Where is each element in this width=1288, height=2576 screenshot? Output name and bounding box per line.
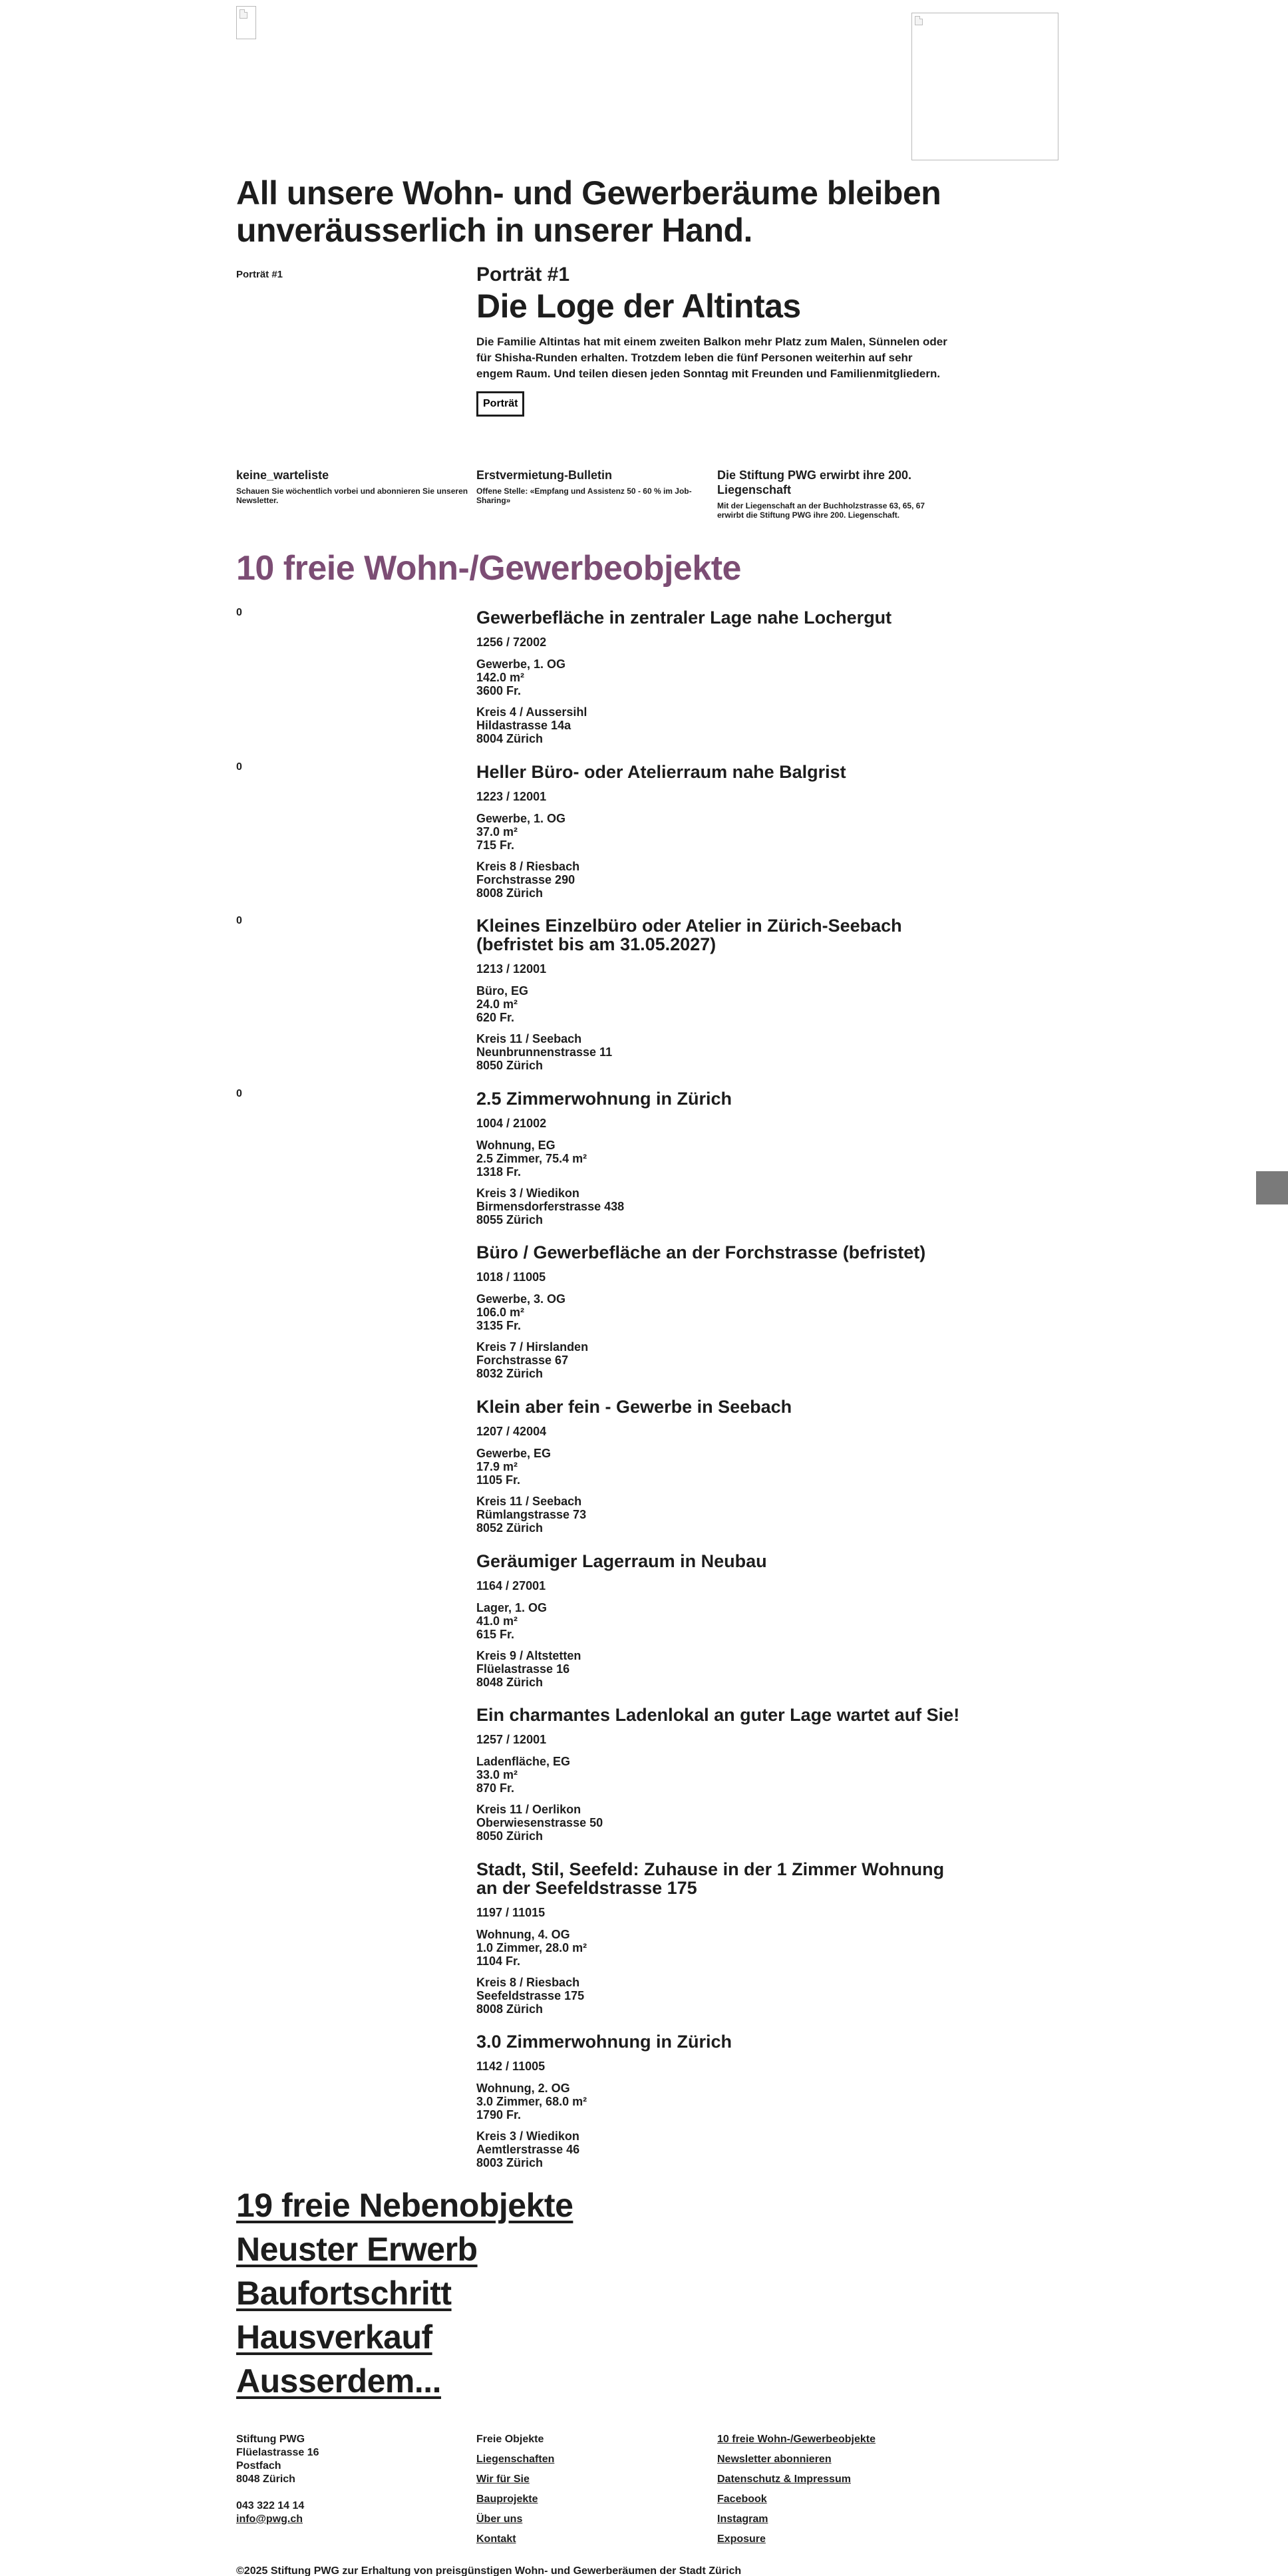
listings-heading: 10 freie Wohn-/Gewerbeobjekte [236, 549, 741, 588]
footer-links [717, 2430, 876, 2549]
portrait-title: Die Loge der Altintas [476, 287, 801, 325]
listing-type: Gewerbe, EG [476, 1447, 552, 1460]
teaser-subtitle: Schauen Sie wöchentlich vorbei und abonnieren Sie unseren Newsletter. [236, 486, 468, 505]
listing-city: 8004 Zürich [476, 732, 544, 745]
listing-street: Forchstrasse 67 [476, 1354, 569, 1367]
section-links [236, 2183, 573, 2403]
footer-city: 8048 Zürich [236, 2474, 295, 2485]
listing-size: 37.0 m² [476, 825, 518, 838]
listing-type: Wohnung, EG [476, 1139, 556, 1152]
footer-address [236, 2433, 319, 2526]
listing-title[interactable]: Klein aber fein - Gewerbe in Seebach [476, 1397, 792, 1417]
listing-size: 2.5 Zimmer, 75.4 m² [476, 1152, 587, 1165]
header-image [911, 13, 1058, 160]
footer-phone[interactable]: 043 322 14 14 [236, 2500, 305, 2511]
link-ausserdem[interactable]: Ausserdem... [236, 2362, 442, 2400]
listing-price: 1104 Fr. [476, 1954, 521, 1968]
listing-counter: 0 [236, 607, 242, 618]
footer-nav-kontakt[interactable]: Kontakt [476, 2533, 516, 2545]
footer-nav-wir-fuer-sie[interactable]: Wir für Sie [476, 2474, 530, 2485]
footer-link-listings[interactable]: 10 freie Wohn-/Gewerbeobjekte [717, 2434, 876, 2445]
footer-org: Stiftung PWG [236, 2434, 305, 2445]
listing-ref: 1197 / 11015 [476, 1906, 546, 1919]
listing-ref: 1257 / 12001 [476, 1733, 547, 1746]
listing-price: 3600 Fr. [476, 684, 522, 697]
footer-link-instagram[interactable]: Instagram [717, 2513, 768, 2525]
listing-city: 8052 Zürich [476, 1521, 544, 1535]
listing-counter: 0 [236, 761, 242, 773]
footer-nav-liegenschaften[interactable]: Liegenschaften [476, 2454, 555, 2465]
teaser-subtitle: Mit der Liegenschaft an der Buchholzstrasse 63, 65, 67 erwirbt die Stiftung PWG ihre 200. Liegenschaft. [717, 501, 925, 520]
listing-size: 1.0 Zimmer, 28.0 m² [476, 1941, 587, 1954]
copyright: ©2025 Stiftung PWG zur Erhaltung von preisgünstigen Wohn- und Gewerberäumen der Stadt Zürich [236, 2565, 742, 2576]
footer-email[interactable]: info@pwg.ch [236, 2513, 303, 2525]
listing-ref: 1018 / 11005 [476, 1270, 546, 1284]
listing-street: Oberwiesenstrasse 50 [476, 1816, 603, 1829]
listing-city: 8008 Zürich [476, 886, 544, 900]
listing-ref: 1213 / 12001 [476, 962, 547, 976]
listing-type: Wohnung, 4. OG [476, 1928, 570, 1941]
listing-title[interactable]: Büro / Gewerbefläche an der Forchstrasse (befristet) [476, 1242, 926, 1262]
listing-type: Gewerbe, 1. OG [476, 657, 566, 671]
teaser-subtitle: Offene Stelle: «Empfang und Assistenz 50 - 60 % im Job-Sharing» [476, 486, 692, 505]
listing-street: Flüelastrasse 16 [476, 1662, 570, 1676]
listing-ref: 1223 / 12001 [476, 790, 547, 803]
listing-counter: 0 [236, 1088, 242, 1099]
listing-city: 8055 Zürich [476, 1213, 544, 1226]
footer-street: Flüelastrasse 16 [236, 2447, 319, 2458]
listing-counter: 0 [236, 915, 242, 926]
listing-type: Lager, 1. OG [476, 1601, 548, 1614]
listing-street: Hildastrasse 14a [476, 719, 571, 732]
listing-type: Gewerbe, 1. OG [476, 812, 566, 825]
footer-link-exposure[interactable]: Exposure [717, 2533, 766, 2545]
footer-link-privacy[interactable]: Datenschutz & Impressum [717, 2474, 851, 2485]
listing-title[interactable]: 3.0 Zimmerwohnung in Zürich [476, 2032, 732, 2052]
listing-ref: 1207 / 42004 [476, 1425, 547, 1438]
listing-size: 33.0 m² [476, 1768, 518, 1781]
listing-title[interactable]: Ein charmantes Ladenlokal an guter Lage wartet auf Sie! [476, 1705, 960, 1725]
listing-price: 1790 Fr. [476, 2108, 522, 2121]
listing-type: Gewerbe, 3. OG [476, 1292, 566, 1306]
listing-size: 41.0 m² [476, 1614, 518, 1628]
listing-type: Büro, EG [476, 984, 529, 998]
listing-type: Ladenfläche, EG [476, 1755, 571, 1768]
listing-district: Kreis 4 / Aussersihl [476, 705, 587, 719]
listing-title[interactable]: Kleines Einzelbüro oder Atelier in Zürich-Seebach (befristet bis am 31.05.2027) [476, 916, 902, 954]
listing-district: Kreis 11 / Seebach [476, 1495, 582, 1508]
listing-price: 1318 Fr. [476, 1165, 522, 1179]
listing-city: 8003 Zürich [476, 2156, 544, 2169]
footer-nav-bauprojekte[interactable]: Bauprojekte [476, 2493, 538, 2505]
portrait-side-label: Porträt #1 [236, 269, 283, 280]
listing-ref: 1004 / 21002 [476, 1117, 547, 1130]
listing-price: 870 Fr. [476, 1781, 515, 1795]
link-baufortschritt[interactable]: Baufortschritt [236, 2275, 452, 2312]
listing-street: Seefeldstrasse 175 [476, 1989, 585, 2002]
footer-nav-free-objects[interactable]: Freie Objekte [476, 2434, 544, 2445]
teaser-bulletin[interactable] [476, 468, 709, 505]
listing-size: 106.0 m² [476, 1306, 525, 1319]
teaser-title: Die Stiftung PWG erwirbt ihre 200. Liegenschaft [717, 468, 912, 496]
link-neuster-erwerb[interactable]: Neuster Erwerb [236, 2231, 478, 2268]
listing-city: 8050 Zürich [476, 1829, 544, 1843]
portrait-text: Die Familie Altintas hat mit einem zweiten Balkon mehr Platz zum Malen, Sünnelen oder für Shisha-Runden erhalten. Trotzdem leben die fünf Personen weiterhin auf sehr engem Raum. Und teilen diesen jeden Sonntag mit Freunden und Familienmitgliedern. [476, 335, 947, 380]
listing-price: 620 Fr. [476, 1011, 515, 1024]
listing-district: Kreis 8 / Riesbach [476, 860, 580, 873]
listing-size: 3.0 Zimmer, 68.0 m² [476, 2095, 587, 2108]
listing-street: Neunbrunnenstrasse 11 [476, 1045, 613, 1059]
footer-link-facebook[interactable]: Facebook [717, 2493, 767, 2505]
portrait-teaser [476, 264, 949, 417]
listing-title[interactable]: Geräumiger Lagerraum in Neubau [476, 1551, 767, 1571]
listing-size: 142.0 m² [476, 671, 525, 684]
listing-size: 17.9 m² [476, 1460, 518, 1473]
listing-title[interactable]: 2.5 Zimmerwohnung in Zürich [476, 1089, 732, 1109]
teaser-title: keine_warteliste [236, 468, 329, 482]
listing-district: Kreis 7 / Hirslanden [476, 1340, 589, 1354]
listing-price: 715 Fr. [476, 838, 515, 852]
listing-city: 8050 Zürich [476, 1059, 544, 1072]
listing-district: Kreis 3 / Wiedikon [476, 1187, 579, 1200]
broken-image-icon [240, 9, 247, 19]
portrait-button[interactable]: Porträt [476, 391, 524, 417]
listing-title[interactable]: Stadt, Stil, Seefeld: Zuhause in der 1 Zimmer Wohnung an der Seefeldstrasse 175 [476, 1859, 945, 1898]
listing-district: Kreis 9 / Altstetten [476, 1649, 581, 1662]
listing-city: 8008 Zürich [476, 2002, 544, 2016]
listing-city: 8032 Zürich [476, 1367, 544, 1380]
link-hausverkauf[interactable]: Hausverkauf [236, 2318, 432, 2356]
teaser-warteliste[interactable] [236, 468, 469, 505]
listing-street: Forchstrasse 290 [476, 873, 575, 886]
listing-district: Kreis 11 / Oerlikon [476, 1803, 581, 1816]
listing-district: Kreis 8 / Riesbach [476, 1976, 580, 1989]
page-headline: All unsere Wohn- und Gewerberäume bleiben unveräusserlich in unserer Hand. [236, 174, 941, 249]
listing-city: 8048 Zürich [476, 1676, 544, 1689]
footer-nav [476, 2430, 554, 2549]
listing-ref: 1142 / 11005 [476, 2060, 546, 2073]
listing-ref: 1256 / 72002 [476, 636, 547, 649]
listing-ref: 1164 / 27001 [476, 1579, 546, 1592]
listing-street: Aemtlerstrasse 46 [476, 2143, 580, 2156]
listing-price: 3135 Fr. [476, 1319, 522, 1332]
listing-title[interactable]: Heller Büro- oder Atelierraum nahe Balgrist [476, 762, 846, 782]
listing-district: Kreis 3 / Wiedikon [476, 2129, 579, 2143]
listing-street: Rümlangstrasse 73 [476, 1508, 587, 1521]
listing-district: Kreis 11 / Seebach [476, 1032, 582, 1045]
side-tab-button[interactable] [1256, 1171, 1288, 1204]
teaser-title: Erstvermietung-Bulletin [476, 468, 613, 482]
portrait-kicker: Porträt #1 [476, 264, 570, 285]
listing-type: Wohnung, 2. OG [476, 2082, 570, 2095]
teaser-erwerb[interactable] [717, 468, 950, 520]
logo-image[interactable] [236, 6, 256, 39]
broken-image-icon [915, 16, 923, 25]
listing-title[interactable]: Gewerbefläche in zentraler Lage nahe Lochergut [476, 608, 892, 628]
footer-box: Postfach [236, 2460, 281, 2472]
listing-street: Birmensdorferstrasse 438 [476, 1200, 625, 1213]
footer-nav-ueber-uns[interactable]: Über uns [476, 2513, 523, 2525]
listing-size: 24.0 m² [476, 998, 518, 1011]
listing-price: 615 Fr. [476, 1628, 515, 1641]
listing-price: 1105 Fr. [476, 1473, 521, 1487]
footer-link-newsletter[interactable]: Newsletter abonnieren [717, 2454, 832, 2465]
link-nebenobjekte[interactable]: 19 freie Nebenobjekte [236, 2187, 573, 2224]
